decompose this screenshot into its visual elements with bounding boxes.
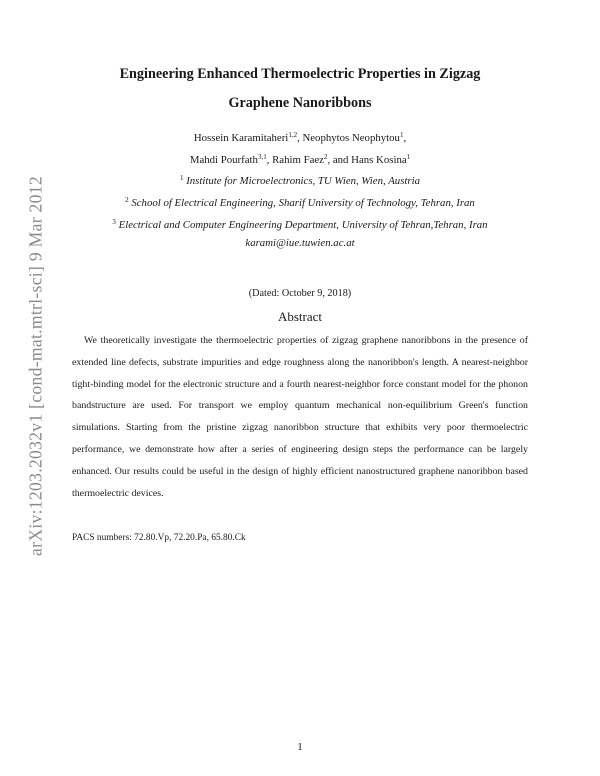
affiliation-3 (40, 216, 560, 232)
author-name: Neophytos Neophytou (302, 132, 400, 144)
author-affiliation-mark: 1,2 (288, 131, 298, 139)
author-line-1: Hossein Karamitaheri$^{1,2}$, Neophytos Neophytou$^1$, (193, 131, 407, 144)
paper-title-line-1: Engineering Enhanced Thermoelectric Properties in Zigzag (119, 66, 481, 82)
affiliation-1 (40, 172, 560, 188)
author-affiliation-mark: 1 (399, 131, 404, 139)
abstract-heading: Abstract (277, 309, 323, 324)
author-name: Rahim Faez (272, 154, 324, 166)
author-affiliation-mark: 2 (323, 153, 328, 161)
dated-line: (Dated: October 9, 2018) (248, 288, 352, 299)
author-name: Hossein Karamitaheri (193, 132, 289, 144)
affiliation-mark: 3 (112, 218, 116, 226)
affiliation-text: School of Electrical Engineering, Sharif University of Technology, Tehran, Iran (131, 197, 475, 209)
affiliation-mark: 1 (179, 174, 184, 182)
abstract-text: We theoretically investigate the thermoelectric properties of zigzag graphene nanoribbons in the presence of extended line defects, substrate impurities and edge roughness along the nanoribbon's length. A nearest-neighbor tight-binding model for the electronic structure and a fourth nearest-neighbor force constant model for the phonon bandstructure are used. For transport we employ quantum mechanical non-equilibrium Green's function simulations. Starting from the pristine zigzag nanoribbon structure that exhibits very poor thermoelectric performance, we demonstrate how after a series of engineering design steps the performance can be largely enhanced. Our results could be useful in the design of highly efficient nanostructured graphene nanoribbon based thermoelectric devices. (72, 335, 528, 499)
author-line-2: Mahdi Pourfath$^{3,1}$, Rahim Faez$^2$, and Hans Kosina$^1$ (189, 153, 411, 166)
page-number: 1 (297, 741, 303, 753)
affiliation-text: Institute for Microelectronics, TU Wien, Wien, Austria (186, 175, 420, 187)
author-name: Hans Kosina (351, 154, 407, 166)
affiliation-2 (40, 194, 560, 210)
paper-title-line-2: Graphene Nanoribbons (228, 95, 372, 111)
affiliation-mark: 2 (125, 196, 129, 204)
arxiv-identifier-stamp: arXiv:1203.2032v1 [cond-mat.mtrl-sci] 9 Mar 2012 (25, 176, 46, 556)
author-affiliation-mark: 3,1 (257, 153, 267, 161)
affiliation-text: Electrical and Computer Engineering Department, University of Tehran,Tehran, Iran (118, 219, 488, 231)
author-name: Mahdi Pourfath (189, 154, 258, 166)
pacs-numbers: PACS numbers: 72.80.Vp, 72.20.Pa, 65.80.Ck (72, 533, 246, 543)
author-email: karami@iue.tuwien.ac.at (245, 237, 355, 249)
author-affiliation-mark: 1 (406, 153, 411, 161)
